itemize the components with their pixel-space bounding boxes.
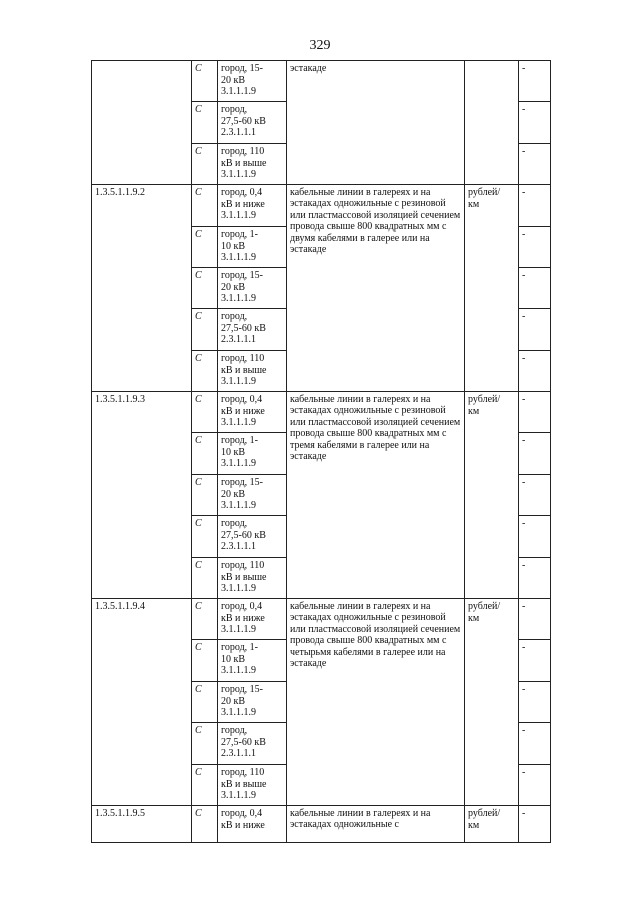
value-cell: - — [519, 227, 551, 268]
zone-cell: город, 1- 10 кВ 3.1.1.1.9 — [218, 227, 287, 268]
category-mark: C — [192, 558, 218, 599]
value-cell: - — [519, 723, 551, 765]
category-mark: C — [192, 806, 218, 843]
zone-cell: город, 27,5-60 кВ 2.3.1.1.1 — [218, 516, 287, 558]
category-mark: C — [192, 475, 218, 516]
description-cell: эстакаде — [287, 61, 465, 185]
category-mark: C — [192, 61, 218, 102]
zone-cell: город, 15- 20 кВ 3.1.1.1.9 — [218, 268, 287, 309]
zone-cell: город, 15- 20 кВ 3.1.1.1.9 — [218, 682, 287, 723]
table-row — [92, 599, 551, 640]
value-cell: - — [519, 765, 551, 806]
category-mark: C — [192, 227, 218, 268]
tariff-table — [91, 60, 551, 843]
value-cell: - — [519, 61, 551, 102]
value-cell: - — [519, 682, 551, 723]
category-mark: C — [192, 102, 218, 144]
code-cell: 1.3.5.1.1.9.2 — [92, 185, 192, 392]
category-mark: C — [192, 144, 218, 185]
description-cell: кабельные линии в галереях и на эстакадах одножильные с — [287, 806, 465, 843]
table-row — [92, 185, 551, 227]
zone-cell: город, 110 кВ и выше 3.1.1.1.9 — [218, 558, 287, 599]
description-cell: кабельные линии в галереях и на эстакадах одножильные с резиновой или пластмассовой изоляцией сечением провода свыше 800 квадратных мм с тремя кабелями в галерее или на эстакаде — [287, 392, 465, 599]
category-mark: C — [192, 268, 218, 309]
table-row — [92, 806, 551, 843]
code-cell — [92, 61, 192, 185]
unit-cell: рублей/ км — [465, 185, 519, 392]
unit-cell — [465, 61, 519, 185]
category-mark: C — [192, 309, 218, 351]
value-cell: - — [519, 102, 551, 144]
unit-cell: рублей/ км — [465, 392, 519, 599]
value-cell: - — [519, 640, 551, 682]
zone-cell: город, 110 кВ и выше 3.1.1.1.9 — [218, 351, 287, 392]
value-cell: - — [519, 433, 551, 475]
value-cell: - — [519, 599, 551, 640]
zone-cell: город, 0,4 кВ и ниже 3.1.1.1.9 — [218, 599, 287, 640]
value-cell: - — [519, 268, 551, 309]
table-row — [92, 392, 551, 433]
value-cell: - — [519, 516, 551, 558]
zone-cell: город, 110 кВ и выше 3.1.1.1.9 — [218, 765, 287, 806]
zone-cell: город, 110 кВ и выше 3.1.1.1.9 — [218, 144, 287, 185]
category-mark: C — [192, 433, 218, 475]
table-row — [92, 61, 551, 102]
value-cell: - — [519, 351, 551, 392]
category-mark: C — [192, 392, 218, 433]
zone-cell: город, 27,5-60 кВ 2.3.1.1.1 — [218, 309, 287, 351]
code-cell: 1.3.5.1.1.9.4 — [92, 599, 192, 806]
zone-cell: город, 15- 20 кВ 3.1.1.1.9 — [218, 475, 287, 516]
zone-cell: город, 1- 10 кВ 3.1.1.1.9 — [218, 433, 287, 475]
zone-cell: город, 1- 10 кВ 3.1.1.1.9 — [218, 640, 287, 682]
value-cell: - — [519, 475, 551, 516]
category-mark: C — [192, 516, 218, 558]
description-cell: кабельные линии в галереях и на эстакадах одножильные с резиновой или пластмассовой изоляцией сечением провода свыше 800 квадратных мм с двумя кабелями в галерее или на эстакаде — [287, 185, 465, 392]
zone-cell: город, 0,4 кВ и ниже 3.1.1.1.9 — [218, 392, 287, 433]
value-cell: - — [519, 558, 551, 599]
value-cell: - — [519, 309, 551, 351]
code-cell: 1.3.5.1.1.9.3 — [92, 392, 192, 599]
description-cell: кабельные линии в галереях и на эстакадах одножильные с резиновой или пластмассовой изоляцией сечением провода свыше 800 квадратных мм с четырьмя кабелями в галерее или на эстакаде — [287, 599, 465, 806]
zone-cell: город, 15- 20 кВ 3.1.1.1.9 — [218, 61, 287, 102]
zone-cell: город, 27,5-60 кВ 2.3.1.1.1 — [218, 723, 287, 765]
unit-cell: рублей/ км — [465, 806, 519, 843]
page-number: 329 — [309, 38, 331, 53]
code-cell: 1.3.5.1.1.9.5 — [92, 806, 192, 843]
value-cell: - — [519, 144, 551, 185]
zone-cell: город, 0,4 кВ и ниже 3.1.1.1.9 — [218, 185, 287, 227]
category-mark: C — [192, 185, 218, 227]
unit-cell: рублей/ км — [465, 599, 519, 806]
category-mark: C — [192, 682, 218, 723]
category-mark: C — [192, 723, 218, 765]
category-mark: C — [192, 599, 218, 640]
value-cell: - — [519, 392, 551, 433]
zone-cell: город, 0,4 кВ и ниже — [218, 806, 287, 843]
category-mark: C — [192, 765, 218, 806]
value-cell: - — [519, 806, 551, 843]
category-mark: C — [192, 640, 218, 682]
zone-cell: город, 27,5-60 кВ 2.3.1.1.1 — [218, 102, 287, 144]
value-cell: - — [519, 185, 551, 227]
category-mark: C — [192, 351, 218, 392]
